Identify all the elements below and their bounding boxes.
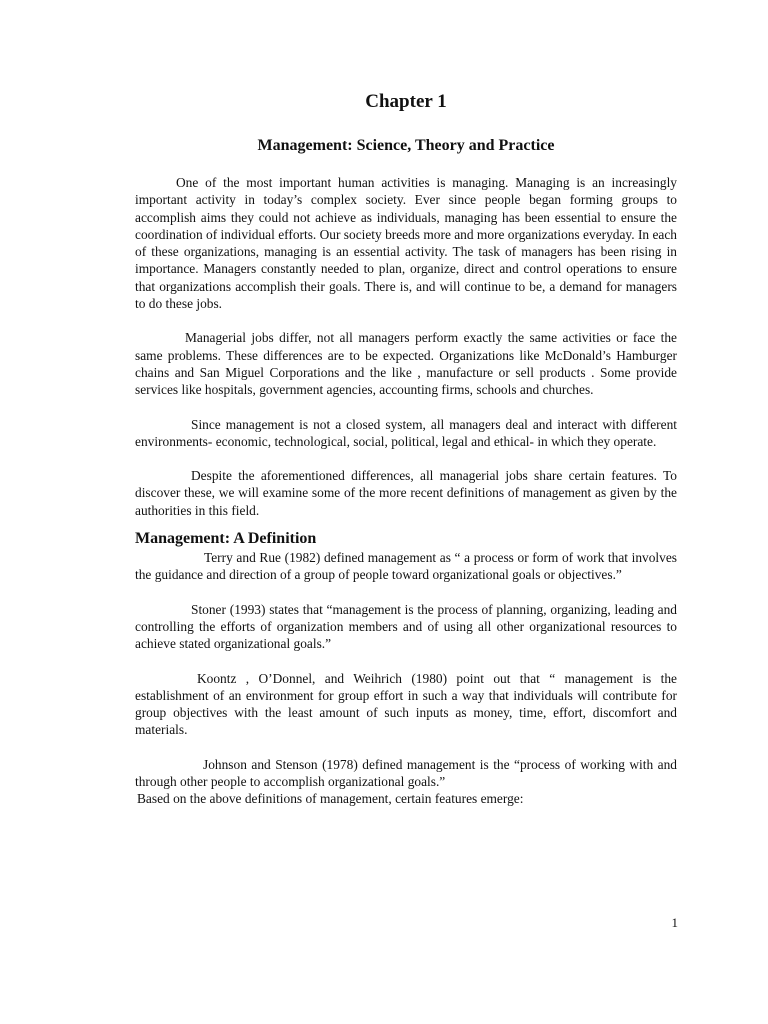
page-number: 1 xyxy=(671,915,678,930)
subheading-definition: Management: A Definition xyxy=(135,530,317,548)
paragraph-environments: Since management is not a closed system, all managers deal and interact with different environments- economic, technological, social, political, legal and ethical- in which they operate. xyxy=(135,416,677,449)
closing-line: Based on the above definitions of management, certain features emerge: xyxy=(137,791,524,807)
definition-terry-rue: Terry and Rue (1982) defined management as “ a process or form of work that involves the guidance and direction of a group of people toward organizational goals or objectives.” xyxy=(135,550,677,583)
definition-johnson-stenson: Johnson and Stenson (1978) defined management is the “process of working with and through other people to accomplish organizational goals.” xyxy=(135,756,677,790)
paragraph-managerial-jobs: Managerial jobs differ, not all managers perform exactly the same activities or face the same problems. These differences are to be expected. Organizations like McDonald’s Hamburger chains and San Miguel Corporations and the like , manufacture or sell products . Some provide services like hospitals, government agencies, accounting firms, schools and churches. xyxy=(135,330,677,398)
definition-stoner: Stoner (1993) states that “management is the process of planning, organizing, leading and controlling the efforts of organization members and of using all other organizational resources to achieve stated organizational goals.” xyxy=(135,601,677,652)
section-title: Management: Science, Theory and Practice xyxy=(257,137,555,154)
paragraph-shared-features: Despite the aforementioned differences, all managerial jobs share certain features. To discover these, we will examine some of the more recent definitions of management as given by the authorities in this field. xyxy=(135,468,677,518)
paragraph-intro: One of the most important human activities is managing. Managing is an increasingly important activity in today’s complex society. Ever since people began forming groups to accomplish aims they could not achieve as individuals, managing has been essential to ensure the coordination of individual efforts. Our society breeds more and more organizations everyday. In each of these organizations, managing is an essential activity. The task of managers has been rising in importance. Managers constantly needed to plan, organize, direct and control operations to ensure that organizations accomplish their goals. There is, and will continue to be, a demand for managers to do these jobs. xyxy=(135,175,677,312)
definition-koontz: Koontz , O’Donnel, and Weihrich (1980) point out that “ management is the establishment of an environment for group effort in such a way that individuals will contribute for group objectives with the least amount of such inputs as money, time, effort, discomfort and materials. xyxy=(135,670,677,738)
chapter-title: Chapter 1 xyxy=(365,91,447,112)
